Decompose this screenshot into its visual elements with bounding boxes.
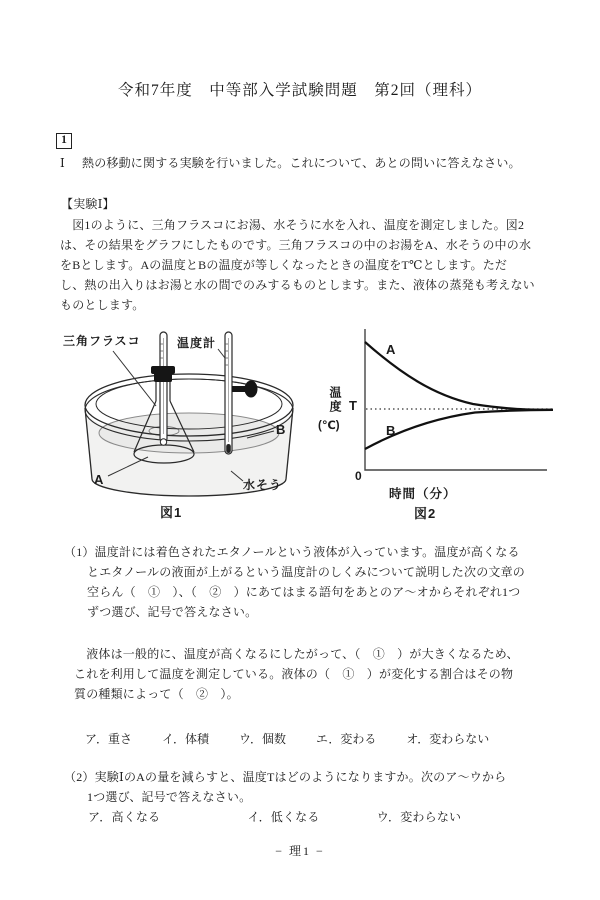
section-marker: Ⅰ <box>60 156 65 170</box>
figure1-label-flask: 三角フラスコ <box>63 334 141 348</box>
q1-choice: オ．変わらない <box>406 732 490 746</box>
q1-line: とエタノールの液面が上がるという温度計のしくみについて説明した次の文章の <box>87 565 526 579</box>
q1-choice: ウ．個数 <box>238 732 287 746</box>
page-number: − 理1 − <box>275 844 325 858</box>
leader-thermometer-label <box>218 349 225 358</box>
graph-origin-label: 0 <box>355 469 362 483</box>
q1-passage-line: これを利用して温度を測定している。液体の（ ① ）が変化する割合はその物 <box>74 667 514 681</box>
clamp-knob <box>245 381 258 398</box>
figure2-caption: 図2 <box>414 506 437 521</box>
q2-choices-row <box>88 810 461 824</box>
q1-choices-row <box>85 732 489 746</box>
water-surface <box>99 413 279 453</box>
graph-curve-a-label: A <box>386 342 396 357</box>
q2-choice: イ．低くなる <box>247 810 320 824</box>
q1-choice: ア．重さ <box>85 732 133 746</box>
thermometer-left-bulb <box>160 439 166 445</box>
graph-t-label: T <box>349 398 357 413</box>
q1-choice: イ．体積 <box>162 732 209 746</box>
graph-curve-b-label: B <box>386 423 396 438</box>
figure1-caption: 図1 <box>160 505 183 520</box>
q2-choice: ウ．変わらない <box>376 810 462 824</box>
figure1-label-a: A <box>94 472 104 487</box>
experiment-heading: 【実験Ⅰ】 <box>61 197 115 211</box>
q1-passage-line: 液体は一般的に、温度が高くなるにしたがって、（ ① ）が大きくなるため、 <box>74 647 519 661</box>
stopper-flange <box>151 366 175 374</box>
graph-x-axis-label: 時間（分） <box>389 487 457 501</box>
page-title: 令和7年度 中等部入学試験問題 第2回（理科） <box>117 82 482 99</box>
figure1-label-tank: 水そう <box>243 478 283 492</box>
experiment-line: ものとします。 <box>60 298 145 312</box>
graph-y-axis-label: 温度 <box>328 386 342 414</box>
q1-line: 空らん（ ① ）、（ ② ）にあてはまる語句をあとのア～オからそれぞれ1つ <box>87 585 521 599</box>
q2-choice: ア．高くなる <box>88 810 161 824</box>
q1-line: ずつ選び、記号で答えなさい。 <box>87 605 258 619</box>
q2-line: 1つ選び、記号で答えなさい。 <box>87 790 252 804</box>
figure1-label-thermometer: 温度計 <box>177 336 217 350</box>
graph-y-axis-unit: (℃) <box>318 420 340 432</box>
experiment-line: し、熱の出入りはお湯と水の間でのみするものとします。また、液体の蒸発も考えない <box>60 278 535 292</box>
q1-choice: エ．変わる <box>316 732 377 746</box>
experiment-line: 図1のように、三角フラスコにお湯、水そうに水を入れ、温度を測定しました。図2 <box>60 218 525 232</box>
problem-number-box <box>56 133 72 149</box>
stopper-body <box>154 373 172 382</box>
section-intro: 熱の移動に関する実験を行いました。これについて、あとの問いに答えなさい。 <box>82 156 521 170</box>
experiment-line: をBとします。Aの温度とBの温度が等しくなったときの温度をT℃とします。ただ <box>60 258 508 272</box>
thermometer-right-bulb <box>226 444 231 453</box>
q1-passage-line: 質の種類によって（ ② ）。 <box>74 687 239 701</box>
problem-number: 1 <box>61 134 67 146</box>
q1-line: （1）温度計には着色されたエタノールという液体が入っています。温度が高くなる <box>64 545 520 559</box>
q2-line: （2）実験ⅠのAの量を減らすと、温度Tはどのようになりますか。次のア～ウから <box>64 770 507 784</box>
experiment-line: は、その結果をグラフにしたものです。三角フラスコの中のお湯をA、水そうの中の水 <box>60 238 532 252</box>
figure1-label-b: B <box>276 422 286 437</box>
leader-flask-label <box>113 351 156 406</box>
